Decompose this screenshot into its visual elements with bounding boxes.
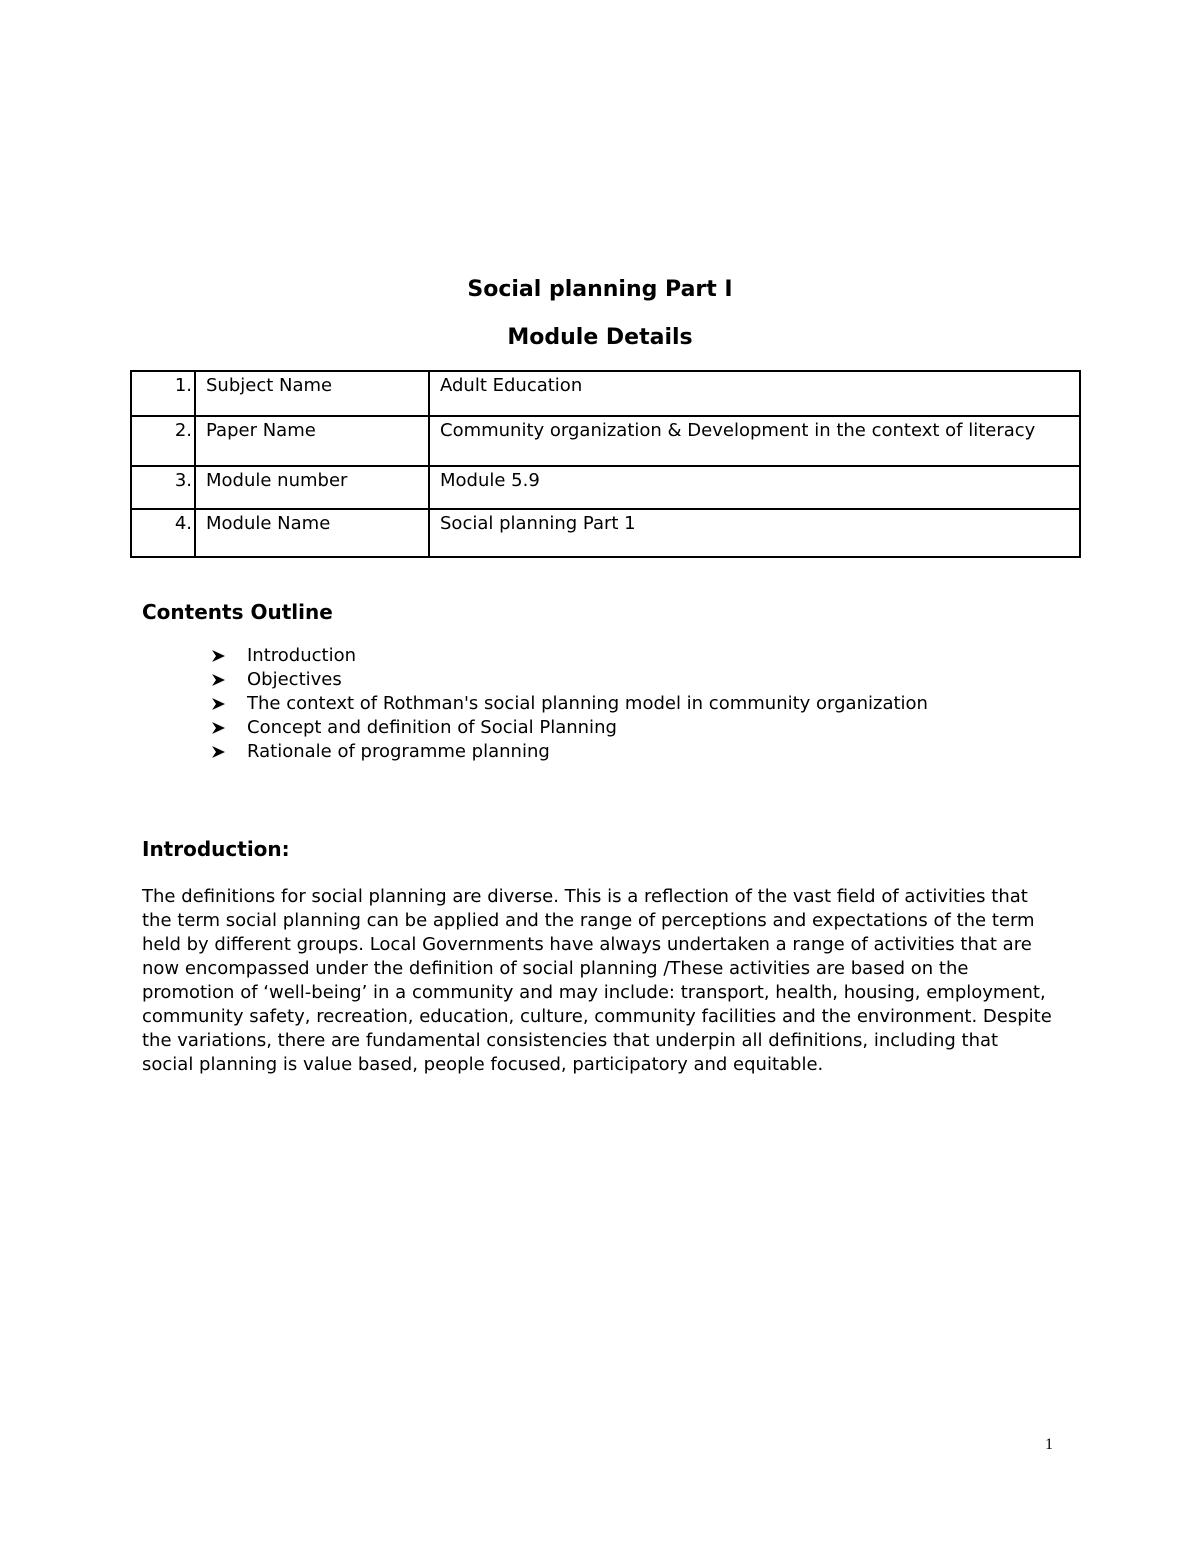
arrow-bullet-icon [212,668,232,686]
table-row [131,509,1080,557]
row-number: 4. [131,509,195,557]
arrow-bullet-icon [212,692,232,710]
table-row [131,416,1080,466]
list-item-label: Concept and definition of Social Planning [247,717,617,738]
row-value: Module 5.9 [429,466,1080,509]
list-item-label: Introduction [247,645,357,666]
list-item [212,668,928,692]
module-details-heading: Module Details [507,325,693,350]
table-row [131,371,1080,416]
row-value: Adult Education [429,371,1080,416]
contents-outline-list [212,644,928,764]
list-item [212,644,928,668]
table-row [131,466,1080,509]
row-value: Community organization & Development in the context of literacy [429,416,1080,466]
row-value: Social planning Part 1 [429,509,1080,557]
list-item-label: Objectives [247,669,342,690]
contents-outline-heading: Contents Outline [142,600,333,624]
list-item-label: The context of Rothman's social planning model in community organization [247,693,928,714]
row-number: 1. [131,371,195,416]
list-item [212,740,928,764]
arrow-bullet-icon [212,740,232,758]
list-item-label: Rationale of programme planning [247,741,550,762]
introduction-heading: Introduction: [142,837,290,861]
row-number: 3. [131,466,195,509]
document-title: Social planning Part I [467,277,733,302]
row-key: Subject Name [195,371,429,416]
introduction-paragraph: The definitions for social planning are diverse. This is a reflection of the vast field of activities that the term social planning can be applied and the range of perceptions and expectations of the term held by different groups. Local Governments have always undertaken a range of activities that are now encompassed under the definition of social planning /These activities are based on the promotion of ‘well-being’ in a community and may include: transport, health, housing, employment, community safety, recreation, education, culture, community facilities and the environment. Despite the variations, there are fundamental consistencies that underpin all definitions, including that social planning is value based, people focused, participatory and equitable. [142,886,1052,1075]
arrow-bullet-icon [212,716,232,734]
list-item [212,692,928,716]
row-key: Module number [195,466,429,509]
row-key: Paper Name [195,416,429,466]
row-number: 2. [131,416,195,466]
arrow-bullet-icon [212,644,232,662]
page-number: 1 [1045,1436,1053,1453]
module-details-table [130,370,1081,558]
row-key: Module Name [195,509,429,557]
list-item [212,716,928,740]
